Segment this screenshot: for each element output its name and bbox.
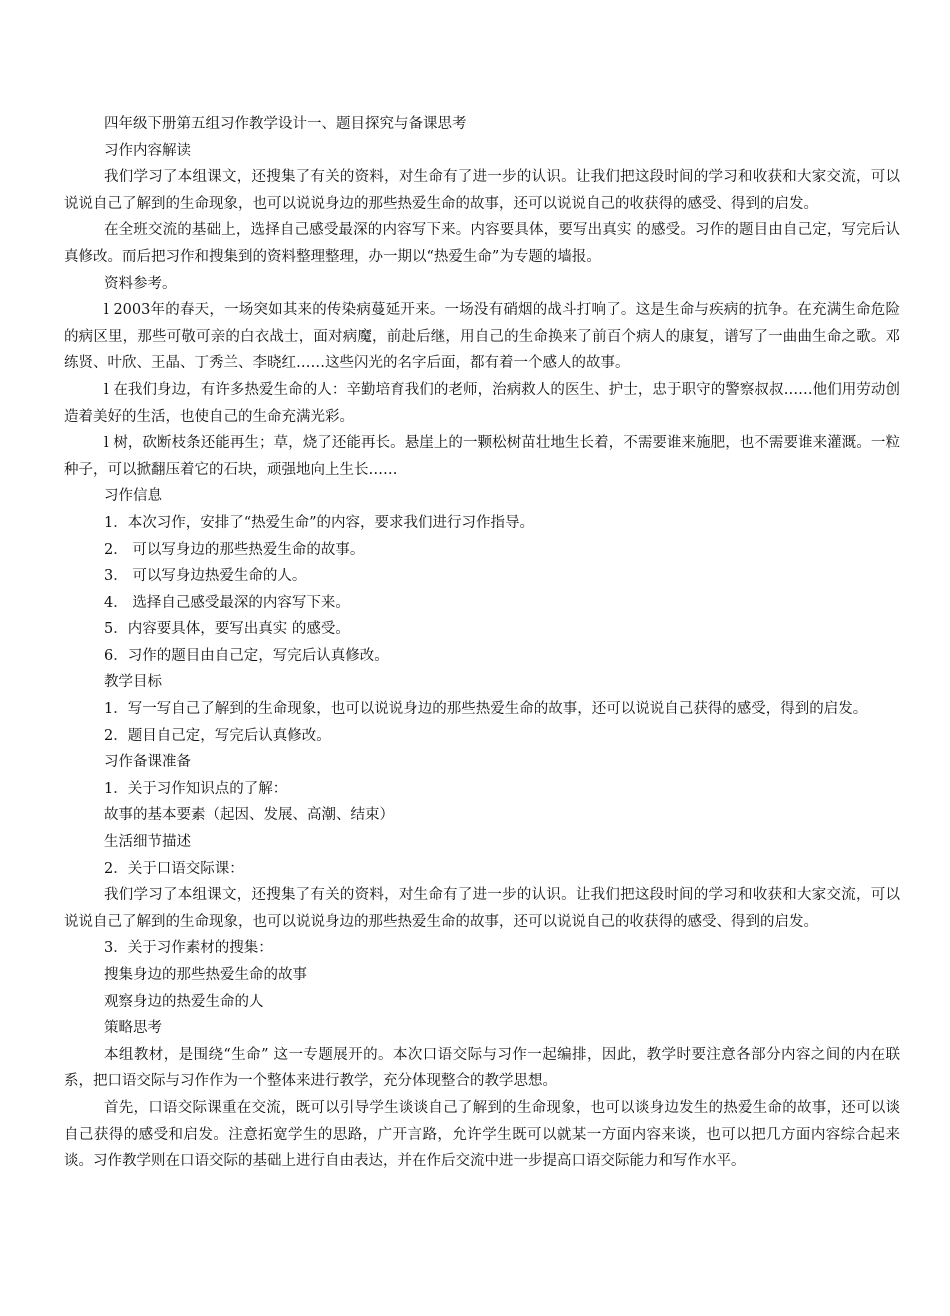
info-item-3: 3． 可以写身边热爱生命的人。 bbox=[104, 568, 307, 585]
prep-item-1b: 生活细节描述 bbox=[104, 834, 191, 851]
strategy-paragraph-2: 首先，口语交际课重在交流，既可以引导学生谈谈自己了解到的生命现象，也可以谈身边发生的热爱生命的故事，还可以谈自己获得的感受和启发。注意拓宽学生的思路，广开言路，允许学生既可以就某一方面内容来谈，也可以把几方面内容综合起来谈。习作教学则在口语交际的基础上进行自由表达，并在作后交流中进一步提高口语交际能力和写作水平。 bbox=[64, 1099, 900, 1170]
goal-item-2: 2．题目自己定，写完后认真修改。 bbox=[104, 727, 331, 744]
info-item-5: 5．内容要具体，要写出真实 的感受。 bbox=[104, 621, 350, 638]
section-heading-reference: 资料参考。 bbox=[104, 275, 177, 292]
info-item-4: 4． 选择自己感受最深的内容写下来。 bbox=[104, 594, 350, 611]
goal-item-1: 1．写一写自己了解到的生命现象，也可以说说身边的那些热爱生命的故事，还可以说说自己获得的感受，得到的启发。 bbox=[104, 701, 868, 718]
info-item-2: 2． 可以写身边的那些热爱生命的故事。 bbox=[104, 541, 365, 558]
prep-item-1: 1．关于习作知识点的了解： bbox=[104, 780, 288, 797]
section-heading-strategy: 策略思考 bbox=[104, 1020, 162, 1037]
prep-item-2: 2．关于口语交际课： bbox=[104, 860, 244, 877]
reference-item-2: l 在我们身边，有许多热爱生命的人：辛勤培育我们的老师，治病救人的医生、护士，忠于职守的警察叔叔……他们用劳动创造着美好的生活，也使自己的生命充满光彩。 bbox=[64, 381, 900, 425]
section-heading-goals: 教学目标 bbox=[104, 674, 162, 691]
section-heading-content: 习作内容解读 bbox=[104, 142, 191, 159]
info-item-1: 1．本次习作，安排了“热爱生命”的内容，要求我们进行习作指导。 bbox=[104, 514, 535, 531]
section-heading-info: 习作信息 bbox=[104, 488, 162, 505]
info-item-6: 6．习作的题目由自己定，写完后认真修改。 bbox=[104, 647, 389, 664]
reference-item-3: l 树，砍断枝条还能再生；草，烧了还能再长。悬崖上的一颗松树苗壮地生长着，不需要谁来施肥，也不需要谁来灌溉。一粒种子，可以掀翻压着它的石块，顽强地向上生长…… bbox=[64, 435, 900, 478]
strategy-paragraph-1: 本组教材，是围绕“生命” 这一专题展开的。本次口语交际与习作一起编排，因此，教学时要注意各部分内容之间的内在联系，把口语交际与习作作为一个整体来进行教学，充分体现整合的教学思想。 bbox=[64, 1046, 900, 1090]
document-page bbox=[64, 111, 900, 1175]
content-paragraph-1: 我们学习了本组课文，还搜集了有关的资料，对生命有了进一步的认识。让我们把这段时间的学习和收获和大家交流，可以说说自己了解到的生命现象，也可以说说身边的那些热爱生命的故事，还可以说说自己的收获得的感受、得到的启发。 bbox=[64, 169, 900, 212]
reference-item-1: l 2003年的春天，一场突如其来的传染病蔓延开来。一场没有硝烟的战斗打响了。这是生命与疾病的抗争。在充满生命危险的病区里，那些可敬可亲的白衣战士，面对病魔，前赴后继，用自己的生命换来了前百个病人的康复，谱写了一曲曲生命之歌。邓练贤、叶欣、王晶、丁秀兰、李晓红……这些闪光的名字后面，都有着一个感人的故事。 bbox=[64, 302, 900, 372]
document-title: 四年级下册第五组习作教学设计一、题目探究与备课思考 bbox=[104, 116, 467, 132]
prep-item-1a: 故事的基本要素（起因、发展、高潮、结束） bbox=[104, 807, 394, 824]
content-paragraph-2: 在全班交流的基础上，选择自己感受最深的内容写下来。内容要具体，要写出真实 的感受。习作的题目由自己定，写完后认真修改。而后把习作和搜集到的资料整理整理，办一期以“热爱生命”为专题的墙报。 bbox=[64, 222, 900, 265]
prep-item-3: 3．关于习作素材的搜集： bbox=[104, 940, 273, 957]
prep-item-3b: 观察身边的热爱生命的人 bbox=[104, 993, 264, 1010]
section-heading-prep: 习作备课准备 bbox=[104, 754, 191, 771]
prep-item-2a: 我们学习了本组课文，还搜集了有关的资料，对生命有了进一步的认识。让我们把这段时间的学习和收获和大家交流，可以说说自己了解到的生命现象，也可以说说身边的那些热爱生命的故事，还可以说说自己的收获得的感受、得到的启发。 bbox=[64, 887, 900, 930]
prep-item-3a: 搜集身边的那些热爱生命的故事 bbox=[104, 967, 307, 983]
